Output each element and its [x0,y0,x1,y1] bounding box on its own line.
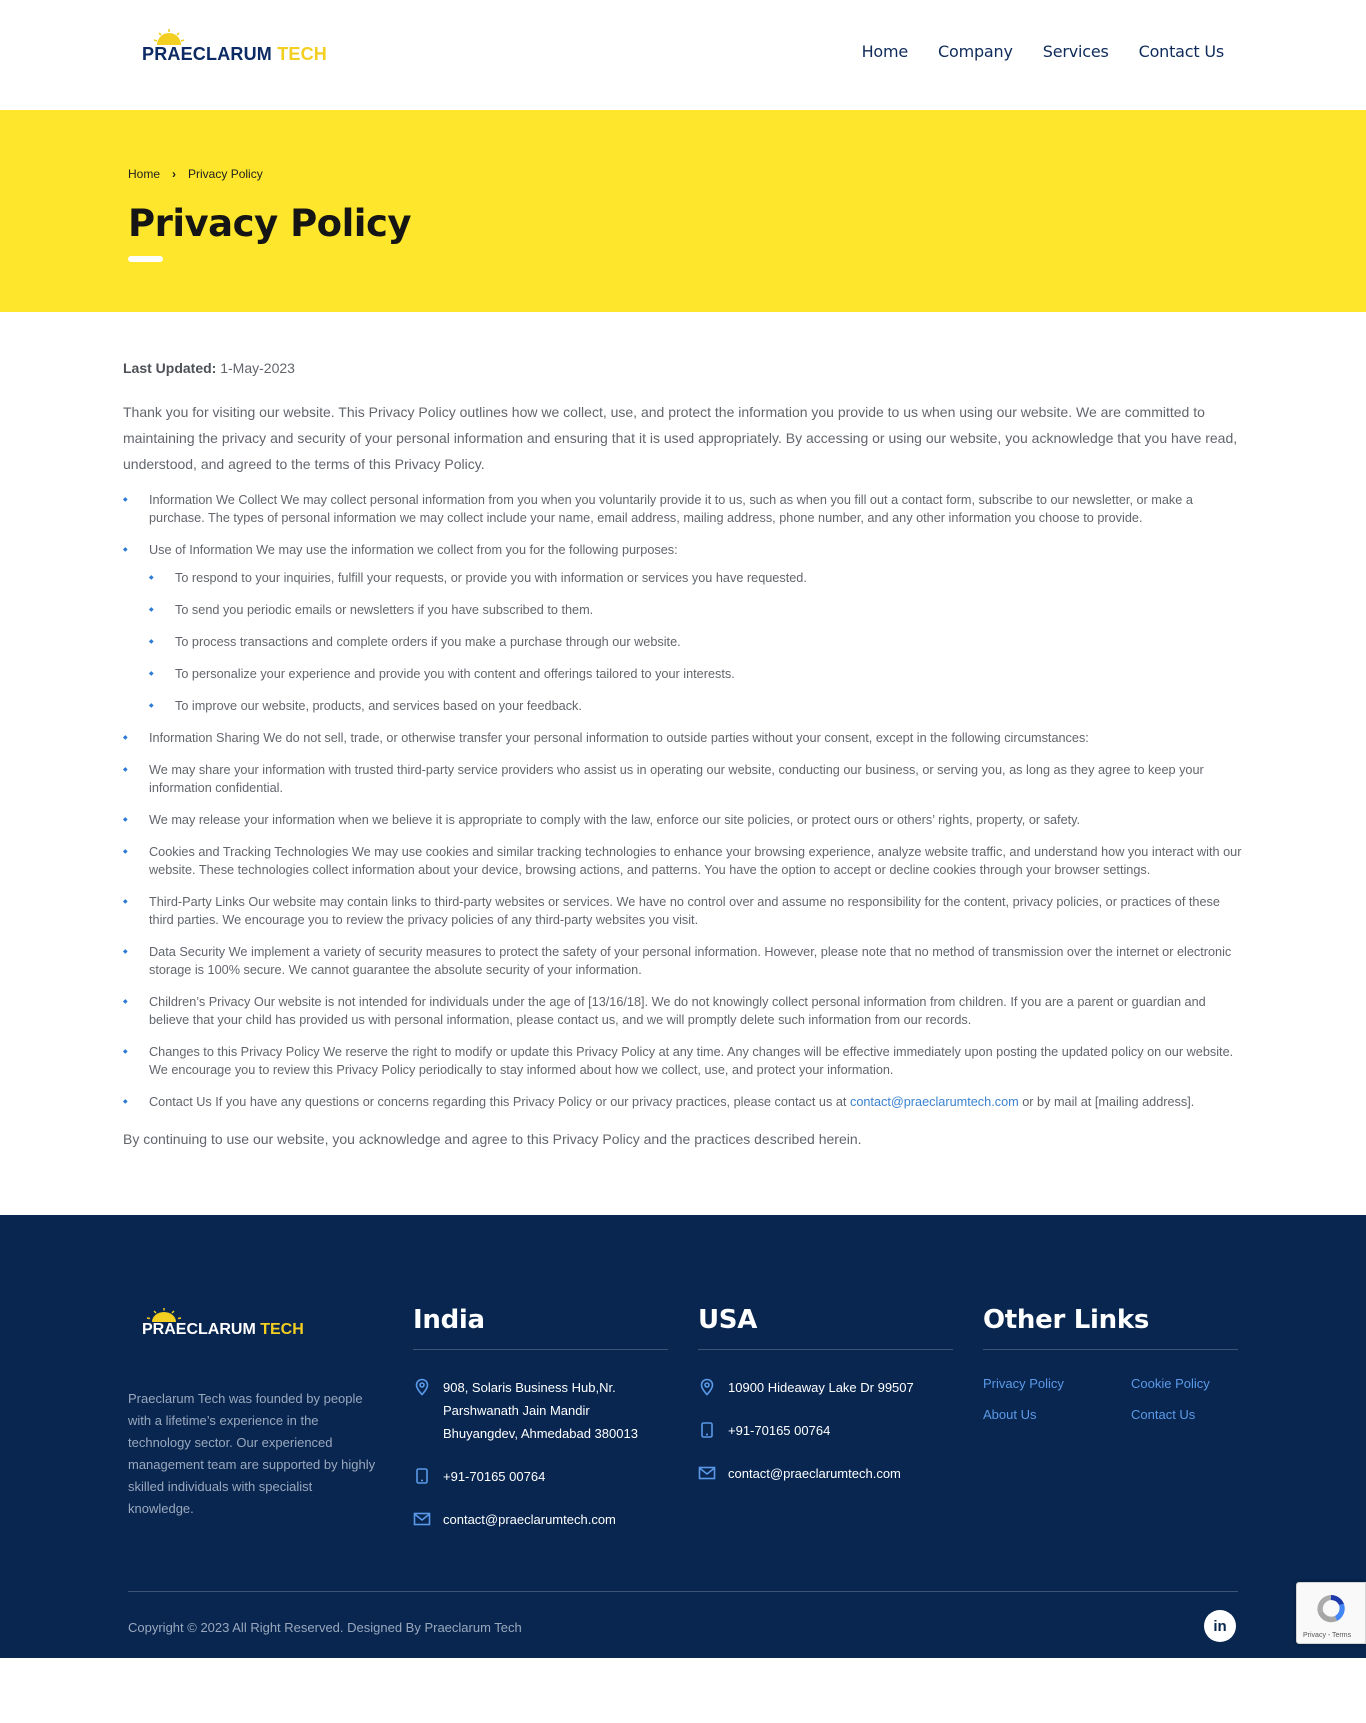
list-item: ◆ Third-Party Links Our website may contain links to third-party websites or services. We have no control over and assume no responsibility for the content, privacy policies, or practices of these third parties. We encourage you to review the privacy policies of any third-party websites you visit. [123,893,1244,929]
address-line: Parshwanath Jain Mandir [443,1403,590,1418]
site-footer [0,1215,1366,1658]
address-line: 908, Solaris Business Hub,Nr. [443,1380,616,1395]
list-item: ◆ Information We Collect We may collect personal information from you when you voluntarily provide it to us, such as when you fill out a contact form, subscribe to our newsletter, or make a purchase. The types of personal information we may collect include your name, email address, mailing address, phone number, and any other information you choose to provide. [123,491,1244,527]
other-links-grid [983,1376,1251,1422]
logo-text-primary: PRAECLARUM [142,1321,256,1338]
nav-contact-us[interactable]: Contact Us [1138,42,1224,61]
india-phone[interactable]: +91-70165 00764 [443,1469,546,1484]
recaptcha-links[interactable]: Privacy - Terms [1303,1632,1352,1639]
india-email[interactable]: contact@praeclarumtech.com [443,1512,616,1527]
list-item: ◆ We may release your information when we believe it is appropriate to comply with the law, enforce our site policies, or protect ours or others’ rights, property, or safety. [123,811,1244,829]
list-item: ◆ To process transactions and complete orders if you make a purchase through our website. [149,633,1244,651]
intro-paragraph: Thank you for visiting our website. This Privacy Policy outlines how we collect, use, and protect the information you provide to us when using our website. We are committed to maintaining the privacy and security of your personal information and ensuring that it is used appropriately. By accessing or using our website, you acknowledge that you have read, understood, and agreed to the terms of this Privacy Policy. [123,404,1238,472]
list-item: ◆ Children’s Privacy Our website is not intended for individuals under the age of [13/16/18]. We do not knowingly collect personal information from children. If you are a parent or guardian and believe that your child has provided us with personal information, please contact us, and we will promptly delete such information from our records. [123,993,1244,1029]
footer-divider [128,1591,1238,1592]
policy-list [123,491,1244,1111]
logo-text-secondary: TECH [260,1321,304,1338]
footer-link-about-us[interactable]: About Us [983,1407,1037,1422]
footer-col-title: India [413,1305,668,1350]
usa-phone[interactable]: +91-70165 00764 [728,1423,831,1438]
location-pin-icon [413,1378,431,1396]
linkedin-label: in [1213,1617,1227,1635]
closing-paragraph: By continuing to use our website, you acknowledge and agree to this Privacy Policy and the practices described herein. [123,1131,862,1147]
footer-logo[interactable] [142,1308,342,1348]
list-item: ◆ Data Security We implement a variety of security measures to protect the safety of your personal information. However, please note that no method of transmission over the internet or electronic storage is 100% secure. We cannot guarantee the absolute security of your information. [123,943,1244,979]
list-item: ◆ To respond to your inquiries, fulfill your requests, or provide you with information or services you have requested. [149,569,1244,587]
footer-col-india [413,1305,668,1551]
usa-email[interactable]: contact@praeclarumtech.com [728,1466,901,1481]
breadcrumb [128,167,263,181]
usa-contact-list [698,1376,953,1485]
list-item: ◆ To improve our website, products, and services based on your feedback. [149,697,1244,715]
location-pin-icon [698,1378,716,1396]
contact-email-link[interactable]: contact@praeclarumtech.com [849,1095,1019,1109]
address-line: Bhuyangdev, Ahmedabad 380013 [443,1426,638,1441]
copyright: Copyright © 2023 All Right Reserved. Designed By Praeclarum Tech [128,1620,522,1635]
purposes-sublist [149,569,1244,715]
breadcrumb-current: Privacy Policy [188,167,263,181]
list-item-text: Use of Information We may use the information we collect from you for the following purposes: [149,543,678,557]
mail-icon [413,1510,431,1528]
list-item [413,1376,668,1445]
main-nav [862,42,1224,61]
footer-link-cookie-policy[interactable]: Cookie Policy [1131,1376,1210,1391]
footer-link-contact-us[interactable]: Contact Us [1131,1407,1196,1422]
list-item [123,1093,1244,1111]
nav-home[interactable]: Home [861,42,909,61]
list-item: ◆ Changes to this Privacy Policy We reserve the right to modify or update this Privacy Policy at any time. Any changes will be effective immediately upon posting the updated policy on our website. We encourage you to review this Privacy Policy periodically to stay informed about how we collect, use, and protect your information. [123,1043,1244,1079]
list-item [698,1419,953,1442]
sun-logo-icon [144,1308,184,1322]
linkedin-icon[interactable] [1204,1610,1236,1642]
site-logo[interactable] [142,28,342,68]
footer-col-usa [698,1305,953,1505]
page-hero [0,110,1366,312]
india-address [443,1376,638,1445]
title-underline [128,256,163,262]
footer-col-title: Other Links [983,1305,1238,1350]
nav-services[interactable]: Services [1042,42,1109,61]
footer-about: Praeclarum Tech was founded by people with a lifetime’s experience in the technology sector. Our experienced management team are supported by highly skilled individuals with specialist knowledge. [128,1391,376,1516]
chevron-right-icon: › [172,167,177,181]
list-item: ◆ Information Sharing We do not sell, trade, or otherwise transfer your personal information to outside parties without your consent, except in the following circumstances: [123,729,1244,747]
footer-logo-wordmark [142,1321,304,1339]
last-updated-label: Last Updated: [123,360,217,376]
policy-content [0,312,1366,1215]
footer-link-privacy-policy[interactable]: Privacy Policy [983,1376,1064,1391]
list-item [698,1376,953,1399]
list-item: ◆ To send you periodic emails or newsletters if you have subscribed to them. [149,601,1244,619]
phone-icon [698,1421,716,1439]
list-item [123,541,1244,715]
logo-text-secondary: TECH [277,44,328,64]
site-header [0,0,1366,110]
contact-text-post: or by mail at [mailing address]. [1018,1095,1195,1109]
list-item: ◆ We may share your information with trusted third-party service providers who assist us in operating our website, conducting our business, or serving you, as long as they agree to keep your information confidential. [123,761,1244,797]
india-contact-list [413,1376,668,1531]
list-item [698,1462,953,1485]
mail-icon [698,1464,716,1482]
phone-icon [413,1467,431,1485]
logo-text-primary: PRAECLARUM [142,44,272,64]
last-updated [123,360,1244,376]
nav-company[interactable]: Company [938,42,1013,61]
list-item: ◆ To personalize your experience and provide you with content and offerings tailored to your interests. [149,665,1244,683]
list-item: ◆ Cookies and Tracking Technologies We may use cookies and similar tracking technologies to enhance your browsing experience, analyze website traffic, and understand how you interact with our website. These technologies collect information about your device, browsing actions, and patterns. You have the option to accept or decline cookies through your browser settings. [123,843,1244,879]
list-item [413,1508,668,1531]
recaptcha-badge[interactable] [1296,1582,1366,1644]
breadcrumb-home[interactable]: Home [128,167,161,181]
recaptcha-icon [1313,1591,1349,1627]
footer-col-title: USA [698,1305,953,1350]
contact-text-pre: Contact Us If you have any questions or concerns regarding this Privacy Policy or our privacy practices, please contact us at [149,1095,850,1109]
logo-wordmark [142,44,327,65]
usa-address: 10900 Hideaway Lake Dr 99507 [728,1380,914,1395]
last-updated-value: 1-May-2023 [220,360,295,376]
list-item [413,1465,668,1488]
page-title: Privacy Policy [128,202,412,245]
footer-col-other-links [983,1305,1251,1422]
